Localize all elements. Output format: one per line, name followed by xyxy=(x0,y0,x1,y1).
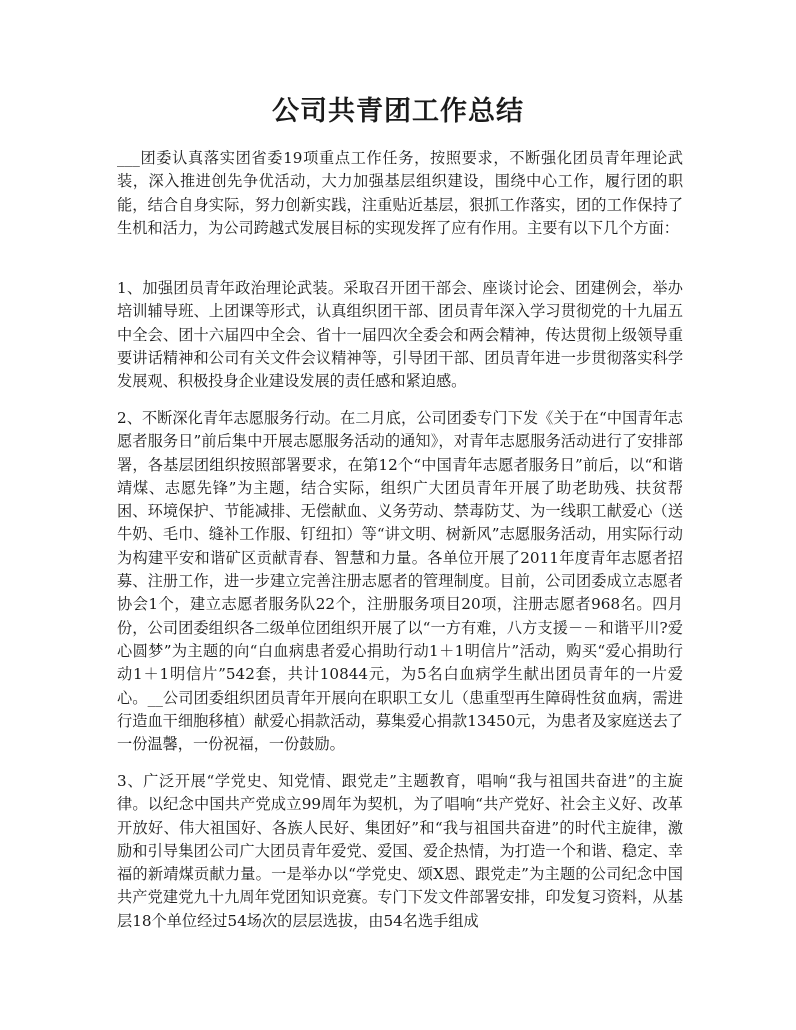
section-3-paragraph: 3、广泛开展“学党史、知党情、跟党走”主题教育，唱响“我与祖国共奋进”的主旋律。以纪念中国共产党成立99周年为契机，为了唱响“共产党好、社会主义好、改革开放好、伟大祖国好、各族人民好、集团好”和“我与祖国共奋进”的时代主旋律，激励和引导集团公司广大团员青年爱党、爱国、爱企热情，为打造一个和谐、稳定、幸福的新靖煤贡献力量。一是举办以“学党史、颂X恩、跟党走”为主题的公司纪念中国共产党建党九十九周年党团知识竞赛。专门下发文件部署安排，印发复习资料，从基层18个单位经过54场次的层层选拔，由54名选手组成 xyxy=(117,772,683,930)
section-2-paragraph: 2、不断深化青年志愿服务行动。在二月底，公司团委专门下发《关于在“中国青年志愿者服务日”前后集中开展志愿服务活动的通知》，对青年志愿服务活动进行了安排部署，各基层团组织按照部署要求，在第12个“中国青年志愿者服务日”前后，以“和谐靖煤、志愿先锋”为主题，结合实际，组织广大团员青年开展了助老助残、扶贫帮困、环境保护、节能减排、无偿献血、义务劳动、禁毒防艾、为一线职工献爱心（送牛奶、毛巾、缝补工作服、钉纽扣）等“讲文明、树新风”志愿服务活动，用实际行动为构建平安和谐矿区贡献青春、智慧和力量。各单位开展了2011年度青年志愿者招募、注册工作，进一步建立完善注册志愿者的管理制度。目前，公司团委成立志愿者协会1个，建立志愿者服务队22个，注册服务项目20项，注册志愿者968名。四月份，公司团委组织各二级单位团组织开展了以“一方有难，八方支援－－和谐平川?爱心圆梦”为主题的向“白血病患者爱心捐助行动1＋1明信片”活动，购买“爱心捐助行动1＋1明信片”542套，共计10844元，为5名白血病学生献出团员青年的一片爱心。__公司团委组织团员青年开展向在职职工女儿（患重型再生障碍性贫血病，需进行造血干细胞移植）献爱心捐款活动，募集爱心捐款13450元，为患者及家庭送去了一份温馨，一份祝福，一份鼓励。 xyxy=(117,409,683,754)
section-1-paragraph: 1、加强团员青年政治理论武装。采取召开团干部会、座谈讨论会、团建例会，举办培训辅导班、上团课等形式，认真组织团干部、团员青年深入学习贯彻党的十九届五中全会、团十六届四中全会、省十一届四次全委会和两会精神，传达贯彻上级领导重要讲话精神和公司有关文件会议精神等，引导团干部、团员青年进一步贯彻落实科学发展观、积极投身企业建设发展的责任感和紧迫感。 xyxy=(117,279,683,391)
intro-paragraph: ___团委认真落实团省委19项重点工作任务，按照要求，不断强化团员青年理论武装，深入推进创先争优活动，大力加强基层组织建设，围绕中心工作，履行团的职能，结合自身实际，努力创新实践，注重贴近基层，狠抓工作落实，团的工作保持了生机和活力，为公司跨越式发展目标的实现发挥了应有作用。主要有以下几个方面： xyxy=(117,149,683,237)
document-title: 公司共青团工作总结 xyxy=(272,96,524,127)
